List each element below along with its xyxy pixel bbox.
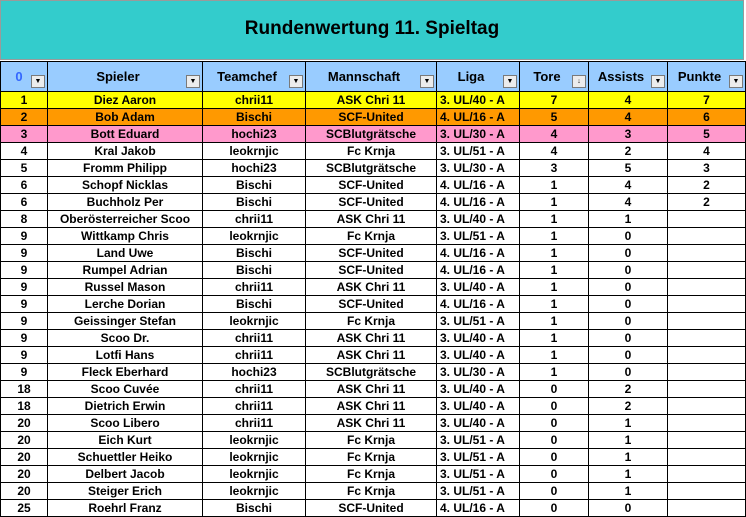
teamchef-cell[interactable]: Bischi: [203, 500, 306, 517]
teamchef-cell[interactable]: leokrnjic: [203, 228, 306, 245]
player-cell[interactable]: Bob Adam: [48, 109, 203, 126]
player-cell[interactable]: Dietrich Erwin: [48, 398, 203, 415]
teamchef-cell[interactable]: chrii11: [203, 211, 306, 228]
table-row: [1, 126, 746, 143]
table-row: [1, 381, 746, 398]
teamchef-cell[interactable]: hochi23: [203, 160, 306, 177]
team-cell[interactable]: SCF-United: [306, 500, 437, 517]
team-cell[interactable]: ASK Chri 11: [306, 347, 437, 364]
assists-cell[interactable]: 0: [589, 296, 668, 313]
points-cell[interactable]: [668, 483, 746, 500]
player-cell[interactable]: Lerche Dorian: [48, 296, 203, 313]
team-cell[interactable]: SCF-United: [306, 194, 437, 211]
teamchef-cell[interactable]: Bischi: [203, 109, 306, 126]
assists-cell[interactable]: 4: [589, 109, 668, 126]
team-cell[interactable]: SCF-United: [306, 109, 437, 126]
points-cell[interactable]: 4: [668, 143, 746, 160]
teamchef-cell[interactable]: leokrnjic: [203, 466, 306, 483]
teamchef-cell[interactable]: hochi23: [203, 364, 306, 381]
points-cell[interactable]: [668, 466, 746, 483]
goals-cell[interactable]: 1: [520, 296, 589, 313]
assists-cell[interactable]: 0: [589, 347, 668, 364]
goals-cell[interactable]: 5: [520, 109, 589, 126]
liga-cell[interactable]: 4. UL/16 - A: [437, 500, 520, 517]
table-row: [1, 143, 746, 160]
team-cell[interactable]: SCF-United: [306, 177, 437, 194]
rank-cell[interactable]: 9: [1, 262, 48, 279]
liga-cell[interactable]: 3. UL/40 - A: [437, 279, 520, 296]
teamchef-cell[interactable]: hochi23: [203, 126, 306, 143]
player-cell[interactable]: Buchholz Per: [48, 194, 203, 211]
rank-cell[interactable]: 9: [1, 296, 48, 313]
points-cell[interactable]: [668, 313, 746, 330]
player-cell[interactable]: Roehrl Franz: [48, 500, 203, 517]
table-row: [1, 313, 746, 330]
teamchef-cell[interactable]: leokrnjic: [203, 432, 306, 449]
liga-cell[interactable]: 3. UL/51 - A: [437, 313, 520, 330]
goals-cell[interactable]: 0: [520, 449, 589, 466]
rank-cell[interactable]: 3: [1, 126, 48, 143]
goals-cell[interactable]: 4: [520, 126, 589, 143]
goals-cell[interactable]: 1: [520, 211, 589, 228]
column-header-rank[interactable]: 0 ▼: [1, 62, 48, 92]
assists-cell[interactable]: 2: [589, 398, 668, 415]
table-row: [1, 364, 746, 381]
goals-cell[interactable]: 1: [520, 364, 589, 381]
player-cell[interactable]: Rumpel Adrian: [48, 262, 203, 279]
table-row: [1, 109, 746, 126]
teamchef-cell[interactable]: leokrnjic: [203, 449, 306, 466]
player-cell[interactable]: Bott Eduard: [48, 126, 203, 143]
points-cell[interactable]: [668, 279, 746, 296]
teamchef-cell[interactable]: leokrnjic: [203, 483, 306, 500]
points-cell[interactable]: 7: [668, 92, 746, 109]
filter-dropdown-icon[interactable]: ▼: [503, 75, 517, 88]
teamchef-cell[interactable]: leokrnjic: [203, 143, 306, 160]
points-cell[interactable]: [668, 228, 746, 245]
table-row: [1, 262, 746, 279]
rank-cell[interactable]: 9: [1, 279, 48, 296]
goals-cell[interactable]: 1: [520, 347, 589, 364]
player-cell[interactable]: Steiger Erich: [48, 483, 203, 500]
liga-cell[interactable]: 3. UL/40 - A: [437, 347, 520, 364]
goals-cell[interactable]: 1: [520, 194, 589, 211]
rank-cell[interactable]: 18: [1, 381, 48, 398]
points-cell[interactable]: [668, 262, 746, 279]
rank-cell[interactable]: 20: [1, 415, 48, 432]
team-cell[interactable]: SCBlutgrätsche: [306, 160, 437, 177]
liga-cell[interactable]: 3. UL/51 - A: [437, 143, 520, 160]
rank-cell[interactable]: 9: [1, 313, 48, 330]
sort-descending-icon[interactable]: ↓: [572, 75, 586, 88]
liga-cell[interactable]: 3. UL/51 - A: [437, 449, 520, 466]
team-cell[interactable]: ASK Chri 11: [306, 415, 437, 432]
table-row: [1, 330, 746, 347]
rank-cell[interactable]: 9: [1, 330, 48, 347]
team-cell[interactable]: Fc Krnja: [306, 228, 437, 245]
goals-cell[interactable]: 1: [520, 177, 589, 194]
assists-cell[interactable]: 4: [589, 194, 668, 211]
assists-cell[interactable]: 2: [589, 143, 668, 160]
player-cell[interactable]: Diez Aaron: [48, 92, 203, 109]
team-cell[interactable]: SCBlutgrätsche: [306, 126, 437, 143]
teamchef-cell[interactable]: chrii11: [203, 279, 306, 296]
team-cell[interactable]: Fc Krnja: [306, 143, 437, 160]
liga-cell[interactable]: 3. UL/40 - A: [437, 381, 520, 398]
column-header-mannschaft[interactable]: Mannschaft ▼: [306, 62, 437, 92]
assists-cell[interactable]: 1: [589, 483, 668, 500]
assists-cell[interactable]: 4: [589, 92, 668, 109]
goals-cell[interactable]: 1: [520, 245, 589, 262]
filter-dropdown-icon[interactable]: ▼: [651, 75, 665, 88]
player-cell[interactable]: Scoo Cuvée: [48, 381, 203, 398]
points-cell[interactable]: [668, 211, 746, 228]
filter-dropdown-icon[interactable]: ▼: [31, 75, 45, 88]
rank-cell[interactable]: 2: [1, 109, 48, 126]
team-cell[interactable]: ASK Chri 11: [306, 398, 437, 415]
team-cell[interactable]: Fc Krnja: [306, 313, 437, 330]
goals-cell[interactable]: 3: [520, 160, 589, 177]
player-cell[interactable]: Geissinger Stefan: [48, 313, 203, 330]
teamchef-cell[interactable]: Bischi: [203, 296, 306, 313]
assists-cell[interactable]: 2: [589, 381, 668, 398]
assists-cell[interactable]: 0: [589, 364, 668, 381]
filter-dropdown-icon[interactable]: ▼: [186, 75, 200, 88]
assists-cell[interactable]: 0: [589, 228, 668, 245]
goals-cell[interactable]: 0: [520, 381, 589, 398]
rank-cell[interactable]: 18: [1, 398, 48, 415]
column-header-spieler[interactable]: Spieler ▼: [48, 62, 203, 92]
teamchef-cell[interactable]: chrii11: [203, 92, 306, 109]
table-row: [1, 194, 746, 211]
rank-cell[interactable]: 9: [1, 364, 48, 381]
assists-cell[interactable]: 1: [589, 432, 668, 449]
assists-cell[interactable]: 1: [589, 415, 668, 432]
teamchef-cell[interactable]: chrii11: [203, 381, 306, 398]
table-row: [1, 398, 746, 415]
team-cell[interactable]: Fc Krnja: [306, 466, 437, 483]
teamchef-cell[interactable]: leokrnjic: [203, 313, 306, 330]
liga-cell[interactable]: 4. UL/16 - A: [437, 194, 520, 211]
table-row: [1, 92, 746, 109]
table-row: [1, 449, 746, 466]
player-cell[interactable]: Oberösterreicher Scoo: [48, 211, 203, 228]
goals-cell[interactable]: 0: [520, 415, 589, 432]
assists-cell[interactable]: 0: [589, 245, 668, 262]
table-row: [1, 483, 746, 500]
team-cell[interactable]: Fc Krnja: [306, 432, 437, 449]
player-cell[interactable]: Land Uwe: [48, 245, 203, 262]
rank-cell[interactable]: 4: [1, 143, 48, 160]
goals-cell[interactable]: 1: [520, 228, 589, 245]
points-cell[interactable]: [668, 330, 746, 347]
player-cell[interactable]: Russel Mason: [48, 279, 203, 296]
goals-cell[interactable]: 1: [520, 262, 589, 279]
column-header-tore[interactable]: Tore ↓: [520, 62, 589, 92]
rank-cell[interactable]: 1: [1, 92, 48, 109]
player-cell[interactable]: Delbert Jacob: [48, 466, 203, 483]
team-cell[interactable]: SCF-United: [306, 296, 437, 313]
player-cell[interactable]: Wittkamp Chris: [48, 228, 203, 245]
column-header-assists[interactable]: Assists ▼: [589, 62, 668, 92]
table-row: [1, 500, 746, 517]
team-cell[interactable]: SCBlutgrätsche: [306, 364, 437, 381]
player-cell[interactable]: Scoo Libero: [48, 415, 203, 432]
points-cell[interactable]: 3: [668, 160, 746, 177]
liga-cell[interactable]: 4. UL/16 - A: [437, 177, 520, 194]
player-cell[interactable]: Scoo Dr.: [48, 330, 203, 347]
team-cell[interactable]: SCF-United: [306, 245, 437, 262]
assists-cell[interactable]: 0: [589, 500, 668, 517]
player-cell[interactable]: Fromm Philipp: [48, 160, 203, 177]
team-cell[interactable]: Fc Krnja: [306, 449, 437, 466]
teamchef-cell[interactable]: Bischi: [203, 245, 306, 262]
filter-dropdown-icon[interactable]: ▼: [729, 75, 743, 88]
points-cell[interactable]: [668, 347, 746, 364]
team-cell[interactable]: ASK Chri 11: [306, 381, 437, 398]
goals-cell[interactable]: 0: [520, 500, 589, 517]
liga-cell[interactable]: 3. UL/51 - A: [437, 483, 520, 500]
points-cell[interactable]: [668, 381, 746, 398]
liga-cell[interactable]: 4. UL/16 - A: [437, 245, 520, 262]
rank-cell[interactable]: 9: [1, 245, 48, 262]
title-bar: [0, 0, 744, 60]
assists-cell[interactable]: 4: [589, 177, 668, 194]
rank-cell[interactable]: 20: [1, 449, 48, 466]
liga-cell[interactable]: 3. UL/51 - A: [437, 466, 520, 483]
assists-cell[interactable]: 1: [589, 466, 668, 483]
player-cell[interactable]: Schopf Nicklas: [48, 177, 203, 194]
player-cell[interactable]: Eich Kurt: [48, 432, 203, 449]
goals-cell[interactable]: 1: [520, 279, 589, 296]
assists-cell[interactable]: 0: [589, 330, 668, 347]
liga-cell[interactable]: 3. UL/51 - A: [437, 432, 520, 449]
team-cell[interactable]: ASK Chri 11: [306, 92, 437, 109]
assists-cell[interactable]: 0: [589, 262, 668, 279]
team-cell[interactable]: ASK Chri 11: [306, 330, 437, 347]
points-cell[interactable]: 5: [668, 126, 746, 143]
rank-cell[interactable]: 6: [1, 177, 48, 194]
rank-cell[interactable]: 20: [1, 483, 48, 500]
teamchef-cell[interactable]: chrii11: [203, 330, 306, 347]
table-row: [1, 415, 746, 432]
goals-cell[interactable]: 1: [520, 330, 589, 347]
rank-cell[interactable]: 8: [1, 211, 48, 228]
page-title: Rundenwertung 11. Spieltag: [244, 18, 500, 39]
team-cell[interactable]: ASK Chri 11: [306, 279, 437, 296]
table-body: [1, 92, 746, 517]
goals-cell[interactable]: 0: [520, 466, 589, 483]
assists-cell[interactable]: 0: [589, 279, 668, 296]
points-cell[interactable]: 2: [668, 194, 746, 211]
liga-cell[interactable]: 3. UL/40 - A: [437, 398, 520, 415]
goals-cell[interactable]: 4: [520, 143, 589, 160]
assists-cell[interactable]: 5: [589, 160, 668, 177]
points-cell[interactable]: [668, 449, 746, 466]
player-cell[interactable]: Schuettler Heiko: [48, 449, 203, 466]
rank-cell[interactable]: 25: [1, 500, 48, 517]
table-row: [1, 347, 746, 364]
teamchef-cell[interactable]: Bischi: [203, 194, 306, 211]
points-cell[interactable]: [668, 500, 746, 517]
table-row: [1, 279, 746, 296]
column-header-liga[interactable]: Liga ▼: [437, 62, 520, 92]
teamchef-cell[interactable]: chrii11: [203, 398, 306, 415]
goals-cell[interactable]: 7: [520, 92, 589, 109]
liga-cell[interactable]: 3. UL/30 - A: [437, 364, 520, 381]
player-cell[interactable]: Lotfi Hans: [48, 347, 203, 364]
teamchef-cell[interactable]: chrii11: [203, 415, 306, 432]
team-cell[interactable]: Fc Krnja: [306, 483, 437, 500]
points-cell[interactable]: 6: [668, 109, 746, 126]
rank-cell[interactable]: 6: [1, 194, 48, 211]
teamchef-cell[interactable]: Bischi: [203, 262, 306, 279]
liga-cell[interactable]: 3. UL/40 - A: [437, 330, 520, 347]
column-header-teamchef[interactable]: Teamchef ▼: [203, 62, 306, 92]
teamchef-cell[interactable]: Bischi: [203, 177, 306, 194]
teamchef-cell[interactable]: chrii11: [203, 347, 306, 364]
liga-cell[interactable]: 3. UL/40 - A: [437, 92, 520, 109]
points-cell[interactable]: 2: [668, 177, 746, 194]
goals-cell[interactable]: 1: [520, 313, 589, 330]
liga-cell[interactable]: 3. UL/30 - A: [437, 160, 520, 177]
liga-cell[interactable]: 3. UL/51 - A: [437, 228, 520, 245]
rank-cell[interactable]: 5: [1, 160, 48, 177]
assists-cell[interactable]: 3: [589, 126, 668, 143]
table-row: [1, 177, 746, 194]
liga-cell[interactable]: 3. UL/40 - A: [437, 415, 520, 432]
rank-cell[interactable]: 9: [1, 228, 48, 245]
table-row: [1, 228, 746, 245]
header-row: [1, 62, 746, 92]
rank-cell[interactable]: 20: [1, 432, 48, 449]
liga-cell[interactable]: 3. UL/40 - A: [437, 211, 520, 228]
filter-dropdown-icon[interactable]: ▼: [420, 75, 434, 88]
liga-cell[interactable]: 4. UL/16 - A: [437, 296, 520, 313]
goals-cell[interactable]: 0: [520, 398, 589, 415]
ranking-table: [0, 61, 746, 517]
points-cell[interactable]: [668, 364, 746, 381]
points-cell[interactable]: [668, 296, 746, 313]
assists-cell[interactable]: 0: [589, 313, 668, 330]
filter-dropdown-icon[interactable]: ▼: [289, 75, 303, 88]
liga-cell[interactable]: 4. UL/16 - A: [437, 109, 520, 126]
player-cell[interactable]: Kral Jakob: [48, 143, 203, 160]
table-row: [1, 245, 746, 262]
points-cell[interactable]: [668, 398, 746, 415]
player-cell[interactable]: Fleck Eberhard: [48, 364, 203, 381]
column-header-punkte[interactable]: Punkte ▼: [668, 62, 746, 92]
table-row: [1, 296, 746, 313]
team-cell[interactable]: SCF-United: [306, 262, 437, 279]
rank-cell[interactable]: 9: [1, 347, 48, 364]
points-cell[interactable]: [668, 245, 746, 262]
assists-cell[interactable]: 1: [589, 211, 668, 228]
team-cell[interactable]: ASK Chri 11: [306, 211, 437, 228]
points-cell[interactable]: [668, 432, 746, 449]
assists-cell[interactable]: 1: [589, 449, 668, 466]
table-row: [1, 466, 746, 483]
rank-cell[interactable]: 20: [1, 466, 48, 483]
table-row: [1, 211, 746, 228]
points-cell[interactable]: [668, 415, 746, 432]
goals-cell[interactable]: 0: [520, 432, 589, 449]
liga-cell[interactable]: 3. UL/30 - A: [437, 126, 520, 143]
table-row: [1, 160, 746, 177]
liga-cell[interactable]: 4. UL/16 - A: [437, 262, 520, 279]
table-row: [1, 432, 746, 449]
goals-cell[interactable]: 0: [520, 483, 589, 500]
